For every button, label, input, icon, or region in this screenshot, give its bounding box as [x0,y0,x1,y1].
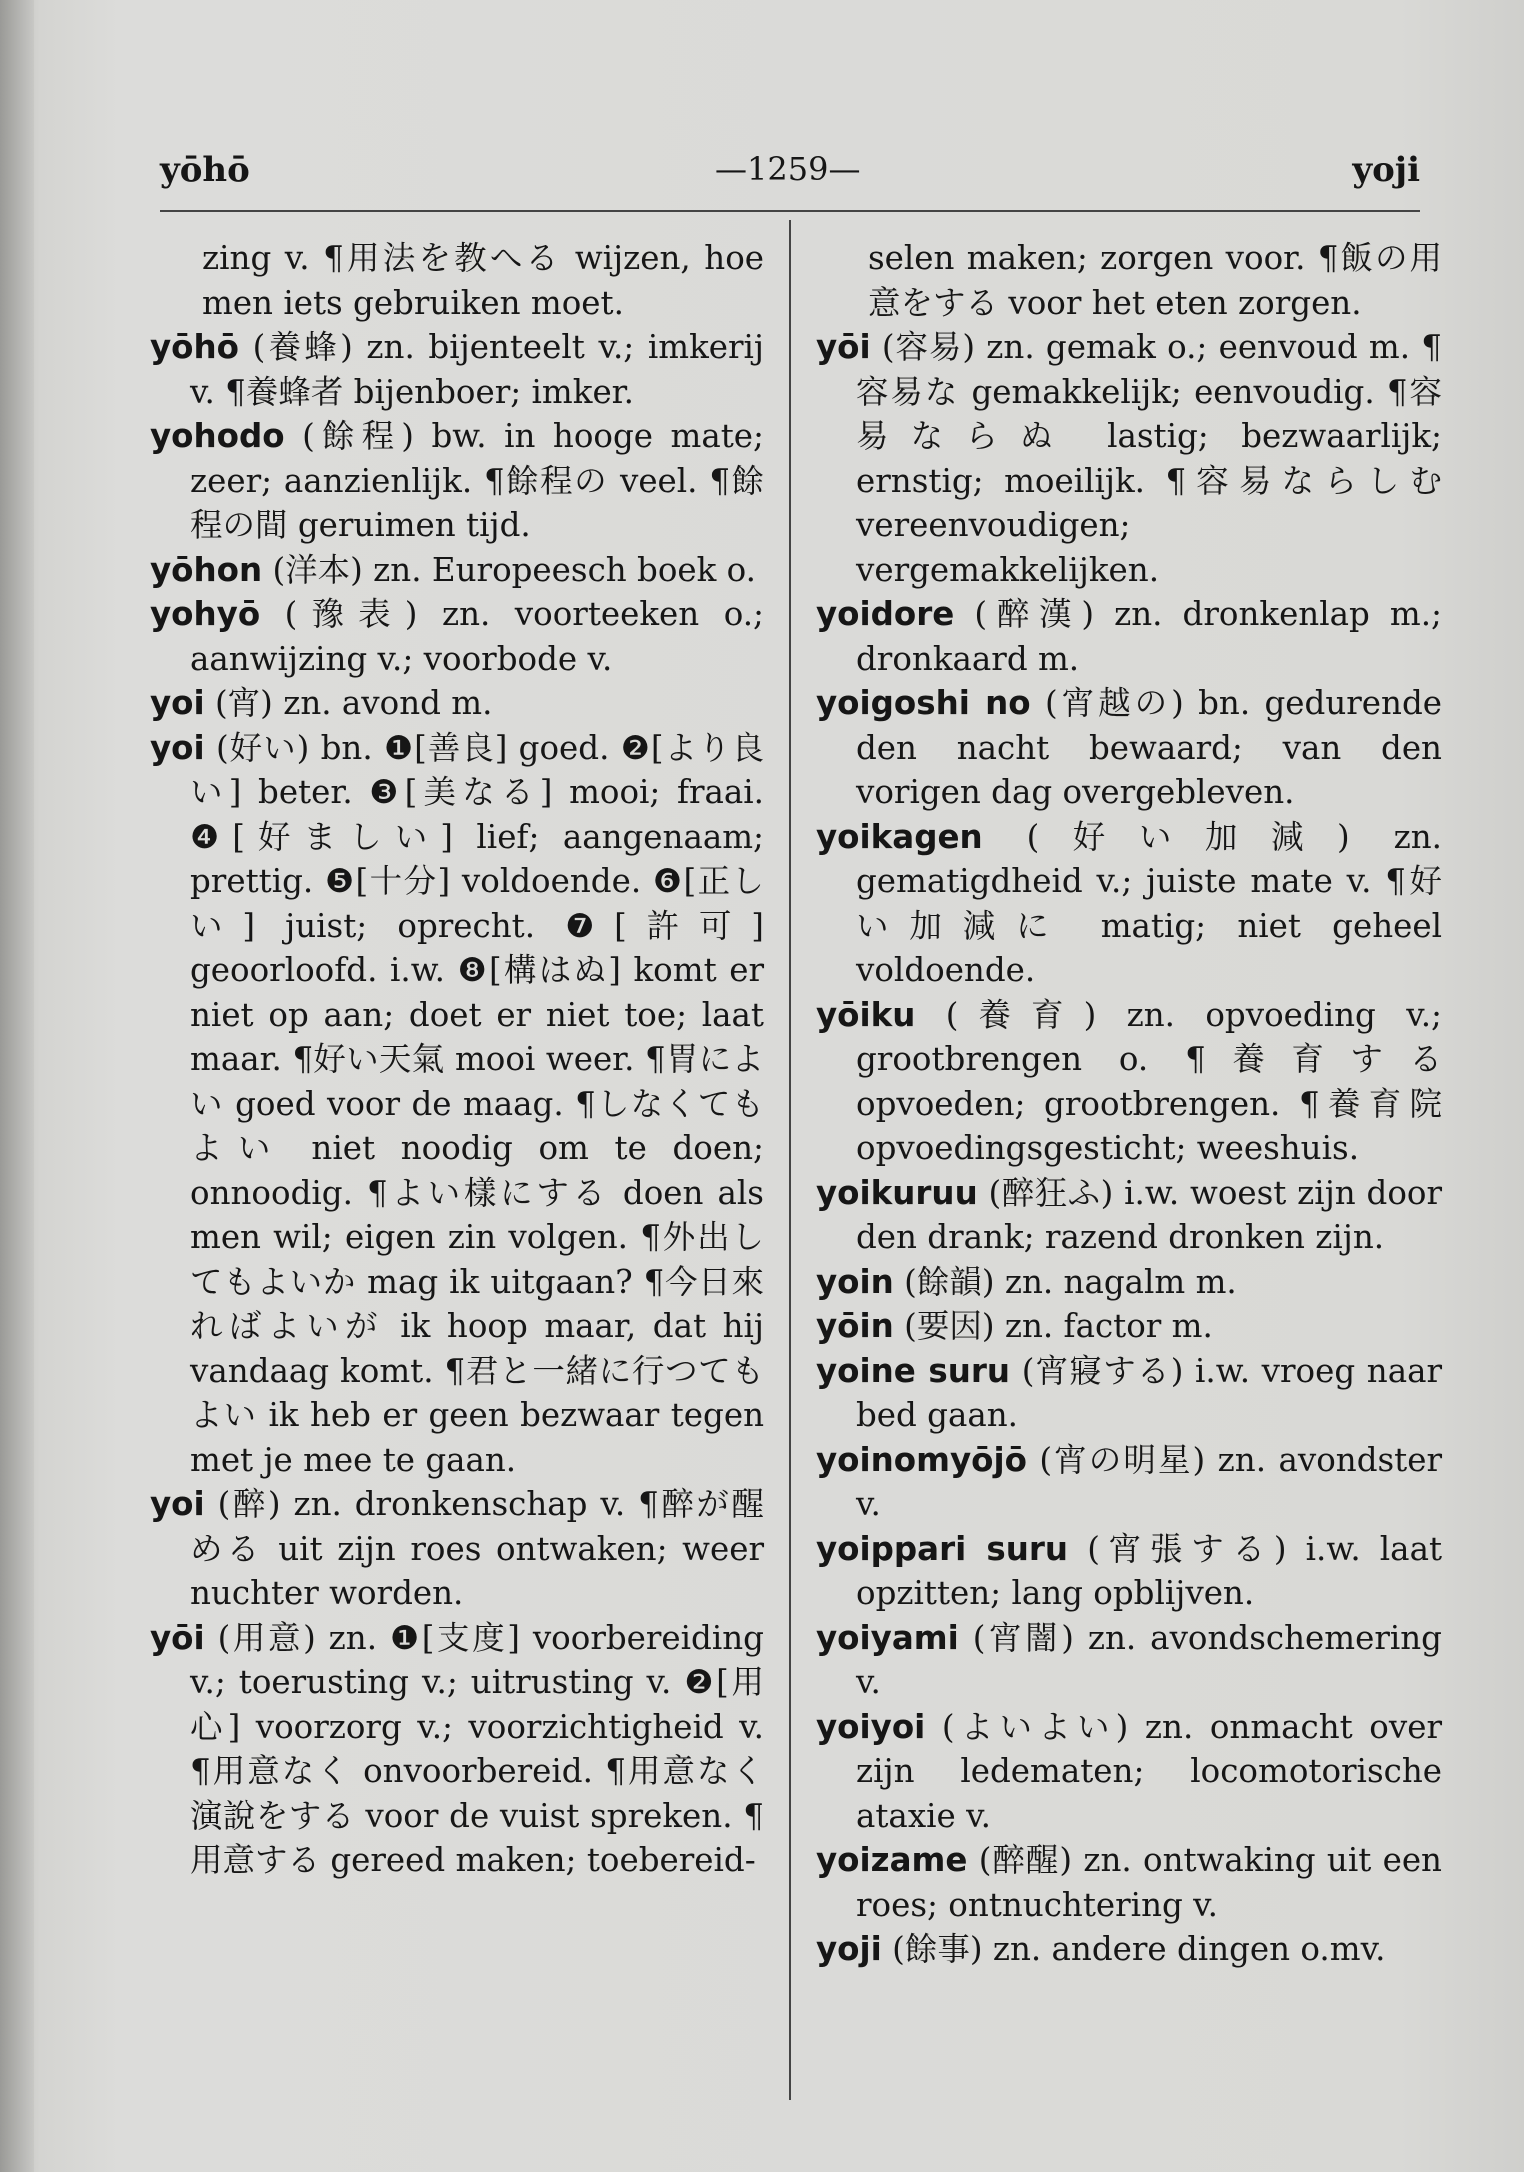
entry-definition: (要因) zn. factor m. [904,1307,1213,1345]
dictionary-entry [816,1260,1442,1305]
entry-definition: (餘韻) zn. nagalm m. [904,1262,1237,1301]
dictionary-entry [816,1438,1442,1527]
header-right-guideword: yoji [1352,150,1420,190]
dictionary-entry [816,1171,1442,1260]
header-left-guideword: yōhō [160,150,250,190]
dictionary-entry [816,815,1442,993]
dictionary-entry [816,1705,1442,1839]
dictionary-entry [816,592,1442,681]
entry-headword: yoidore [816,595,955,633]
entry-definition: (餘事) zn. andere dingen o.mv. [892,1930,1386,1968]
dictionary-entry [150,681,764,726]
dictionary-entry [150,1616,764,1883]
entry-headword: yōhō [150,328,239,366]
entry-headword: yōi [816,328,871,366]
entry-headword: yohodo [150,417,285,455]
entry-definition: (好い) bn. ❶[善良] goed. ❷[より良い] beter. ❸[美なる] mooi; fraai. ❹[好ましい] lief; aangenaam; prettig. ❺[十分] voldoende. ❻[正しい] juist; oprecht. ❼[許可] geoorloofd. i.w. ❽[構はぬ] komt er niet op aan; doet er niet toe; laat maar. ¶好い天氣 mooi weer. ¶胃によい goed voor de maag. ¶しなくてもよい niet noodig om te doen; onnoodig. ¶よい樣にする doen als men wil; eigen zin volgen. ¶外出してもよいか mag ik uitgaan? ¶今日來ればよいが ik hoop maar, dat hij vandaag komt. ¶君と一緒に行つてもよい ik heb er geen bezwaar tegen met je mee te gaan. [190,728,764,1479]
entry-definition: (宵寢する) i.w. vroeg naar bed gaan. [856,1351,1442,1434]
dictionary-entry [816,1527,1442,1616]
dictionary-entry [816,993,1442,1171]
dictionary-entry [816,681,1442,815]
entry-headword: yoiyami [816,1618,959,1657]
header-rule [160,210,1420,212]
entry-headword: yoine suru [816,1351,1011,1390]
entry-definition: (醉漢) zn. dronkenlap m.; dronkaard m. [856,595,1442,678]
dictionary-entry [816,1927,1442,1972]
left-column [150,236,764,1883]
entry-headword: yoi [150,684,205,722]
entry-headword: yoiyoi [816,1707,926,1746]
dictionary-entry [150,592,764,681]
entry-headword: yoigoshi no [816,684,1031,722]
entry-definition: (洋本) zn. Europeesch boek o. [272,550,757,589]
entry-headword: yoizame [816,1841,968,1879]
entry-definition: (醉狂ふ) i.w. woest zijn door den drank; razend dronken zijn. [856,1173,1442,1256]
entry-definition: (醉醒) zn. ontwaking uit een roes; ontnuchtering v. [856,1841,1442,1924]
entry-definition: selen maken; zorgen voor. ¶飯の用意をする voor het eten zorgen. [868,239,1442,322]
entry-headword: yoji [816,1930,882,1968]
entry-headword: yoin [816,1262,894,1301]
entry-definition: (餘程) bw. in hooge mate; zeer; aanzienlijk. ¶餘程の veel. ¶餘程の間 geruimen tijd. [190,417,764,544]
entry-continuation [816,236,1442,325]
binding-shadow [0,0,34,2172]
dictionary-entry [150,548,764,593]
entry-continuation [150,236,764,325]
entry-definition: (豫表) zn. voorteeken o.; aanwijzing v.; voorbode v. [190,595,764,678]
dictionary-entry [150,1482,764,1616]
dictionary-entry [816,1304,1442,1349]
dictionary-entry [816,325,1442,592]
dictionary-entry [816,1616,1442,1705]
right-column [816,236,1442,1972]
entry-headword: yoikagen [816,817,983,856]
entry-definition: (好い加減) zn. gematigdheid v.; juiste mate v. ¶好い加減に matig; niet geheel voldoende. [856,817,1442,989]
entry-definition: (宵) zn. avond m. [215,684,493,722]
entry-headword: yōiku [816,995,916,1034]
dictionary-entry [150,726,764,1483]
entry-definition: zing v. ¶用法を教へる wijzen, hoe men iets gebruiken moet. [202,239,764,322]
dictionary-entry [150,414,764,548]
entry-definition: (宵闇) zn. avondschemering v. [856,1618,1442,1701]
page-header [160,150,1420,200]
entry-headword: yoi [150,728,205,767]
entry-definition: (用意) zn. ❶[支度] voorbereiding v.; toerusting v.; uitrusting v. ❷[用心] voorzorg v.; voorzichtigheid v. ¶用意なく onvoorbereid. ¶用意なく演說をする voor de vuist spreken. ¶用意する gereed maken; toebereid- [190,1618,764,1879]
entry-definition: (養蜂) zn. bijenteelt v.; imkerij v. ¶養蜂者 bijenboer; imker. [190,328,764,411]
entry-headword: yoinomyōjō [816,1440,1027,1479]
entry-definition: (宵越の) bn. gedurende den nacht bewaard; van den vorigen dag overgebleven. [856,684,1442,811]
entry-definition: (容易) zn. gemak o.; eenvoud m. ¶容易な gemakkelijk; eenvoudig. ¶容易ならぬ lastig; bezwaarlijk; ernstig; moeilijk. ¶容易ならしむ vereenvoudigen; vergemakkelijken. [856,328,1442,589]
entry-definition: (養育) zn. opvoeding v.; grootbrengen o. ¶養育する opvoeden; grootbrengen. ¶養育院 opvoedingsgesticht; weeshuis. [856,995,1442,1167]
entry-headword: yōin [816,1307,894,1345]
entry-headword: yoippari suru [816,1529,1069,1568]
entry-definition: (醉) zn. dronkenschap v. ¶醉が醒める uit zijn roes ontwaken; weer nuchter worden. [190,1485,764,1612]
dictionary-entry [816,1349,1442,1438]
entry-definition: (宵張する) i.w. laat opzitten; lang opblijven. [856,1529,1442,1612]
dictionary-entry [150,325,764,414]
entry-definition: (宵の明星) zn. avondster v. [856,1440,1443,1523]
column-divider [789,220,791,2100]
entry-headword: yōi [150,1618,205,1657]
dictionary-entry [816,1838,1442,1927]
page-number: —1259— [715,150,861,188]
entry-headword: yohyō [150,595,261,633]
entry-headword: yoi [150,1485,205,1523]
entry-definition: (よいよい) zn. onmacht over zijn ledematen; locomotorische ataxie v. [856,1707,1442,1835]
entry-headword: yōhon [150,550,263,589]
entry-headword: yoikuruu [816,1173,978,1212]
